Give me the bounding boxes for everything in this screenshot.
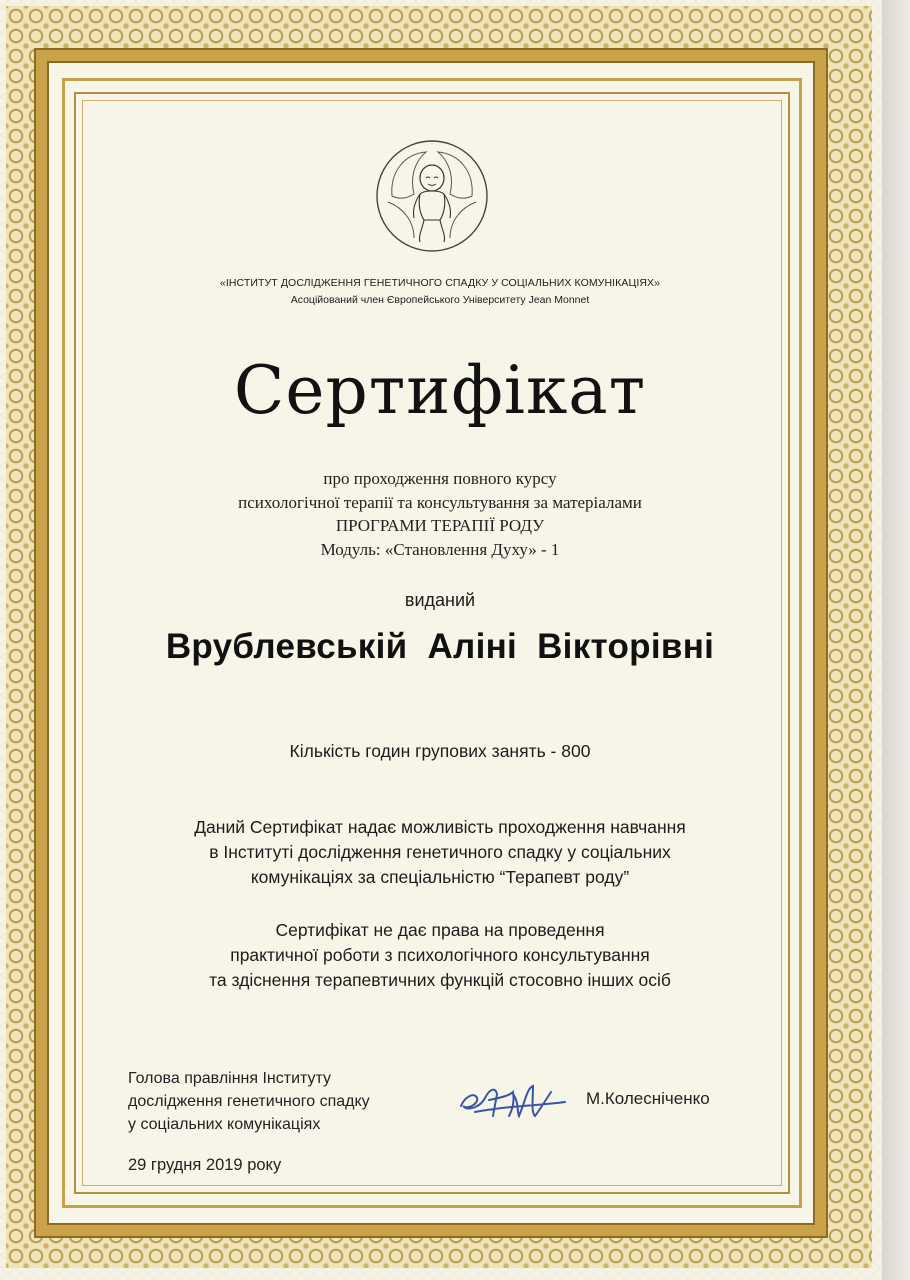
institute-logo-icon	[374, 138, 490, 254]
issued-label: виданий	[404, 590, 476, 610]
restriction-paragraph	[90, 918, 790, 993]
institute-name: «ІНСТИТУТ ДОСЛІДЖЕННЯ ГЕНЕТИЧНОГО СПАДКУ У СОЦІАЛЬНИХ КОМУНІКАЦІЯХ»	[219, 277, 661, 289]
recipient-name: Врублевській Аліні Вікторівні	[165, 627, 715, 666]
signatory-position	[128, 1067, 448, 1136]
paragraph-line: в Інституті дослідження генетичного спадку у соціальних	[209, 842, 671, 862]
handwritten-signature-icon	[455, 1076, 570, 1122]
signer-name: М.Колесніченко	[586, 1089, 710, 1108]
institute-association: Асоційований член Європейського Університету Jean Monnet	[290, 294, 590, 306]
paragraph-line: та здіснення терапевтичних функцій стосовно інших осіб	[209, 970, 671, 990]
position-line: у соціальних комунікаціях	[128, 1116, 321, 1133]
certificate-title: Сертифікат	[233, 352, 647, 429]
paragraph-line: Даний Сертифікат надає можливість проходження навчання	[194, 817, 686, 837]
course-line: психологічної терапії та консультування за матеріалами	[238, 493, 642, 512]
course-line: Модуль: «Становлення Духу» - 1	[320, 540, 560, 559]
paragraph-line: практичної роботи з психологічного консультування	[230, 945, 650, 965]
hours-count: Кількість годин групових занять - 800	[289, 741, 591, 761]
position-line: дослідження генетичного спадку	[128, 1093, 370, 1110]
background-surface	[882, 0, 910, 1280]
permission-paragraph	[90, 815, 790, 890]
paragraph-line: комунікаціях за спеціальністю “Терапевт роду”	[250, 867, 630, 887]
paragraph-line: Сертифікат не дає права на проведення	[275, 920, 605, 940]
course-line: ПРОГРАМИ ТЕРАПІЇ РОДУ	[335, 516, 545, 535]
course-line: про проходження повного курсу	[323, 469, 557, 488]
position-line: Голова правління Інституту	[128, 1070, 332, 1087]
issue-date: 29 грудня 2019 року	[128, 1156, 282, 1174]
